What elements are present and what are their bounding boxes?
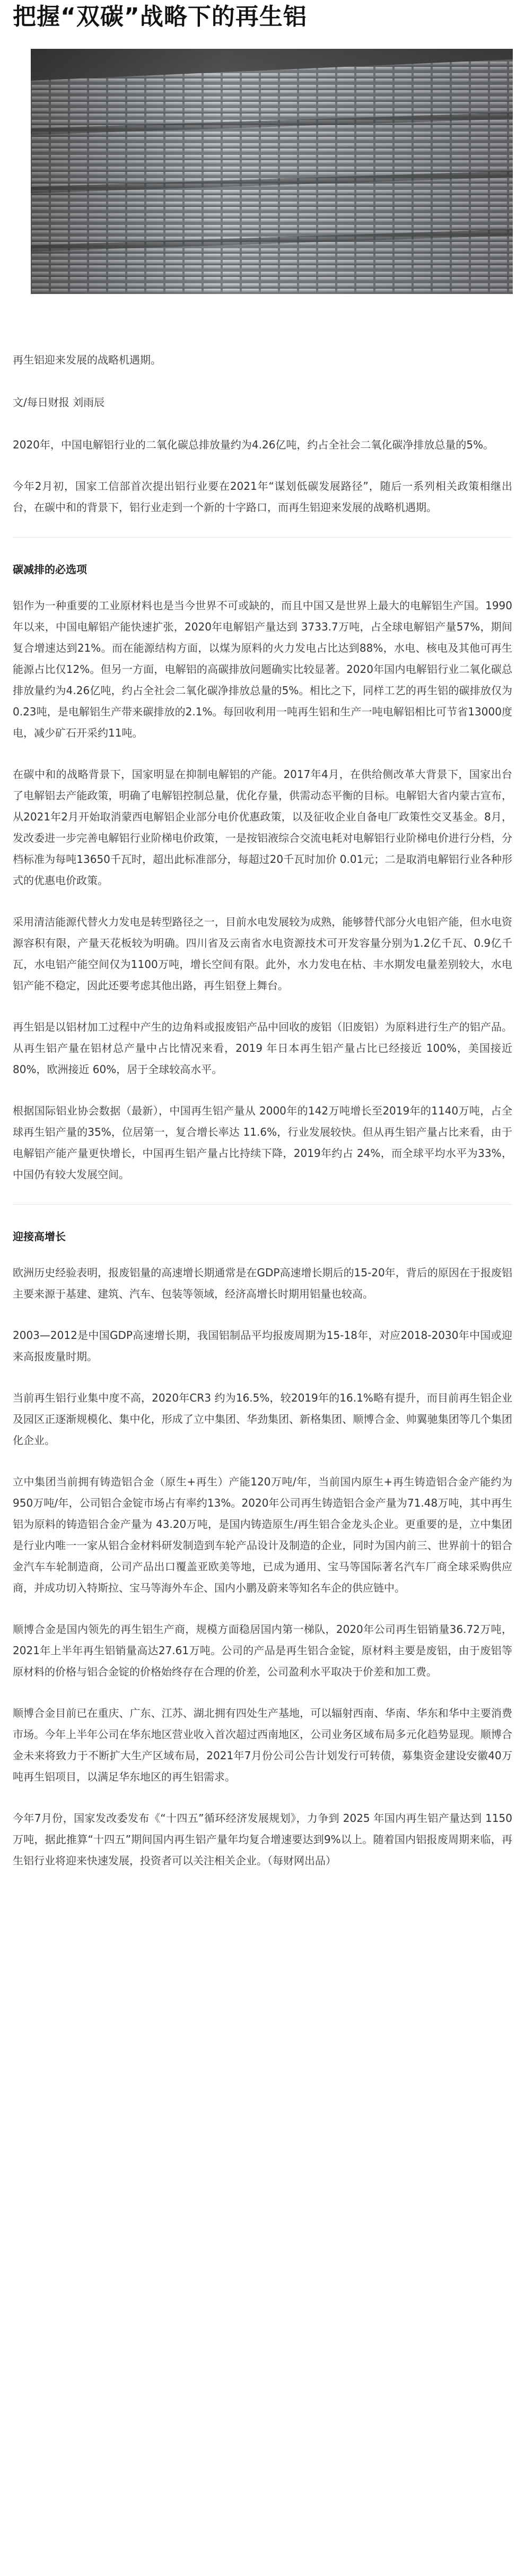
- section-heading: 碳减排的必选项: [13, 563, 87, 576]
- body-paragraph: 采用清洁能源代替火力发电是转型路径之一，目前水电发展较为成熟，能够替代部分火电铝产能，但水电资源容积有限，产量天花板较为明确。四川省及云南省水电资源技术可开发容量分别为1.2亿千瓦、0.9亿千瓦，水电铝产能空间仅为1100万吨，增长空间有限。此外，水力发电在枯、丰水期发电量差别较大，水电铝产能不稳定，因此还要考虑其他出路，再生铝登上舞台。: [13, 915, 512, 992]
- article-title: 把握“双碳”战略下的再生铝: [13, 3, 307, 30]
- section-carbon-reduction: [13, 559, 512, 1185]
- body-paragraph: 2003—2012是中国GDP高速增长期，我国铝制品平均报废周期为15-18年，对应2018-2030年中国或迎来高报废量时期。: [13, 1329, 512, 1363]
- body-paragraph: 顺博合金目前已在重庆、广东、江苏、湖北拥有四处生产基地，可以辐射西南、华南、华东和华中主要消费市场。今年上半年公司在华东地区营业收入首次超过西南地区，公司业务区域布局多元化趋势显现。顺博合金未来将致力于不断扩大生产区域布局，2021年7月份公司公告计划发行可转债，募集资金建设安徽40万吨再生铝项目，以满足华东地区的再生铝需求。: [13, 1707, 512, 1783]
- body-paragraph: 当前再生铝行业集中度不高，2020年CR3 约为16.5%，较2019年的16.1%略有提升，而目前再生铝企业及园区正逐渐规模化、集中化，形成了立中集团、华劲集团、新格集团、顺博合金、帅翼驰集团等几个集团化企业。: [13, 1391, 512, 1447]
- section-divider: [13, 537, 512, 538]
- body-paragraph: 在碳中和的战略背景下，国家明显在抑制电解铝的产能。2017年4月，在供给侧改革大背景下，国家出台了电解铝去产能政策，明确了电解铝控制总量，优化存量，供需动态平衡的目标。电解铝大省内蒙古宣布，从2021年2月开始取消蒙西电解铝企业部分电价优惠政策，以及征收企业自备电厂政策性交叉基金。8月，发改委进一步完善电解铝行业阶梯电价政策，一是按铝液综合交流电耗对电解铝行业阶梯电价进行分档，分档标准为每吨13650千瓦时，超出此标准部分，每超过20千瓦时加价 0.01元；二是取消电解铝行业各种形式的优惠电价政策。: [13, 768, 512, 887]
- byline: 文/每日财报 刘雨辰: [13, 396, 105, 409]
- section-high-growth: [13, 1226, 512, 1871]
- body-paragraph: 再生铝是以铝材加工过程中产生的边角料或报废铝产品中回收的废铝（旧废铝）为原料进行生产的铝产品。从再生铝产量在铝材总产量中占比情况来看，2019 年日本再生铝产量占比已经接近 100%，美国接近 80%，欧洲接近 60%，居于全球较高水平。: [13, 1021, 512, 1076]
- body-paragraph: 顺博合金是国内领先的再生铝生产商，规模方面稳居国内第一梯队，2020年公司再生铝销量36.72万吨，2021年上半年再生铝销量高达27.61万吨。公司的产品是再生铝合金锭，原材料主要是废铝，由于废铝等原材料的价格与铝合金锭的价格始终存在合理的价差，公司盈利水平取决于价差和加工费。: [13, 1623, 512, 1678]
- body-paragraph: 根据国际铝业协会数据（最新），中国再生铝产量从 2000年的142万吨增长至2019年的1140万吨，占全球再生铝产量的35%，位居第一，复合增长率达 11.6%，行业发展较快。但从再生铝产量占比来看，由于电解铝产能产量更快增长，中国再生铝产量占比持续下降，2019年约占 24%，而全球平均水平为33%，中国仍有较大发展空间。: [13, 1104, 512, 1181]
- body-paragraph: 铝作为一种重要的工业原材料也是当今世界不可或缺的，而且中国又是世界上最大的电解铝生产国。1990年以来，中国电解铝产能快速扩张，2020年电解铝产量达到 3733.7万吨，占全球电解铝产量57%，期间复合增速达到21%。而在能源结构方面，以煤为原料的火力发电占比达到88%，水电、核电及其他可再生能源占比仅12%。但另一方面，电解铝的高碳排放问题确实比较显著。2020年国内电解铝行业二氧化碳总排放量约为4.26亿吨，约占全社会二氧化碳净排放总量的5%。相比之下，同样工艺的再生铝的碳排放仅为0.23吨，是电解铝生产带来碳排放的2.1%。每回收利用一吨再生铝和生产一吨电解铝相比可节省13000度电，减少矿石开采约11吨。: [13, 599, 512, 739]
- section-heading: 迎接高增长: [13, 1230, 66, 1243]
- intro-paragraph: 今年2月初，国家工信部首次提出铝行业要在2021年“谋划低碳发展路径”，随后一系列相关政策相继出台，在碳中和的背景下，铝行业走到一个新的十字路口，而再生铝迎来发展的战略机遇期。: [13, 480, 512, 514]
- body-paragraph: 欧洲历史经验表明，报废铝量的高速增长期通常是在GDP高速增长期后的15-20年，背后的原因在于报废铝主要来源于基建、建筑、汽车、包装等领域，经济高增长时期用铝量也较高。: [13, 1266, 512, 1300]
- body-paragraph: 立中集团当前拥有铸造铝合金（原生+再生）产能120万吨/年，当前国内原生+再生铸造铝合金产能约为950万吨/年，公司铝合金锭市场占有率约13%。2020年公司再生铸造铝合金产量为71.48万吨，其中再生铝为原料的铸造铝合金产量为 43.20万吨，是国内铸造原生/再生铝合金龙头企业。更重要的是，立中集团是行业内唯一一家从铝合金材料研发制造到车轮产品设计及制造的企业，同时为国内前三、世界前十的铝合金汽车车轮制造商，公司产品出口覆盖亚欧美等地，已成为通用、宝马等国际著名汽车厂商全球采购供应商，并成功切入特斯拉、宝马等海外车企、国内小鹏及蔚来等知名车企的供应链中。: [13, 1475, 512, 1594]
- body-paragraph: 今年7月份，国家发改委发布《“十四五”循环经济发展规划》，力争到 2025 年国内再生铝产量达到 1150 万吨，据此推算“十四五”期间国内再生铝产量年均复合增速要达到9%以上。随着国内铝报废周期来临，再生铝行业将迎来快速发展，投资者可以关注相关企业。（每财网出品）: [13, 1812, 512, 1867]
- intro-paragraph: 2020年，中国电解铝行业的二氧化碳总排放量约为4.26亿吨，约占全社会二氧化碳净排放总量的5%。: [13, 438, 494, 451]
- image-caption: 再生铝迎来发展的战略机遇期。: [13, 353, 161, 366]
- section-divider: [13, 1204, 512, 1205]
- hero-image: [31, 49, 513, 294]
